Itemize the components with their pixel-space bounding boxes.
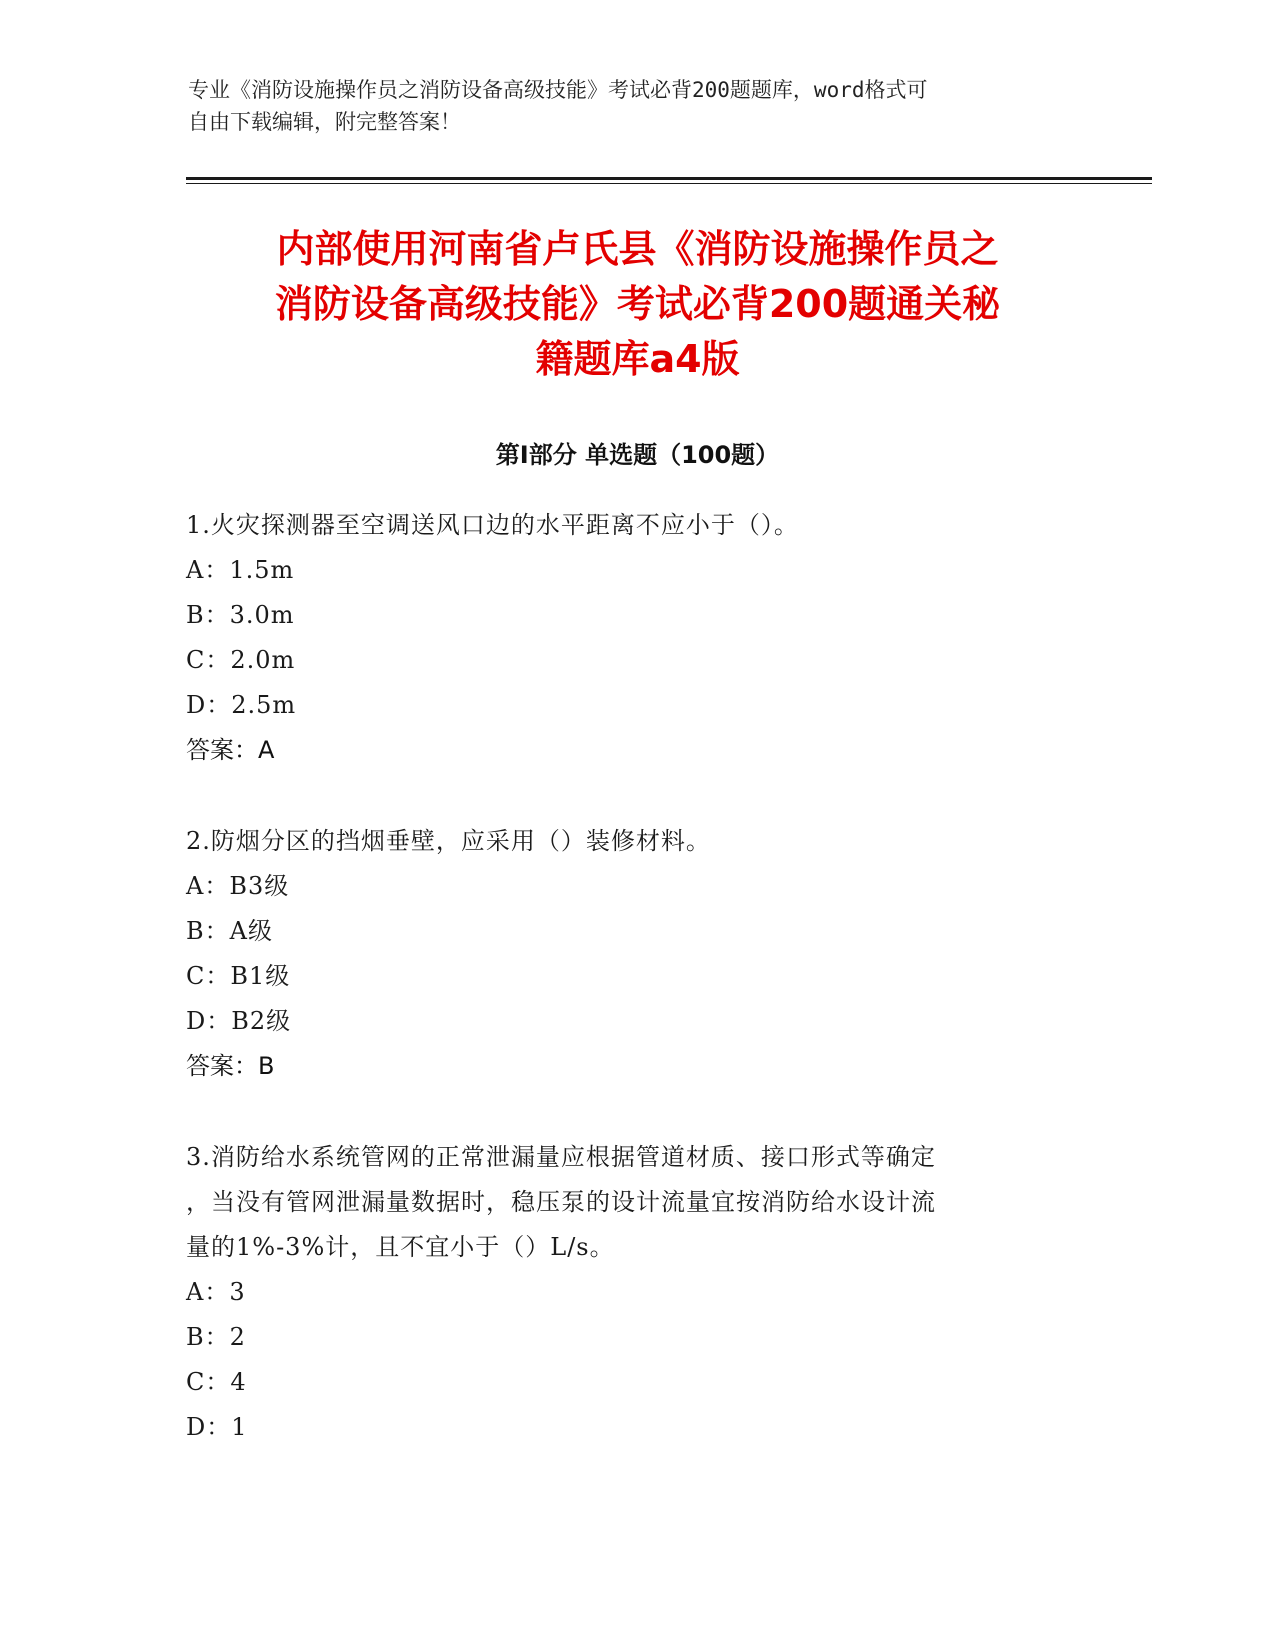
header-note-line-2: 自由下载编辑，附完整答案！: [188, 110, 461, 134]
title-line-2: 消防设备高级技能》考试必背200题通关秘: [274, 282, 1001, 326]
document-title: [170, 222, 1105, 387]
option-a: A：3: [186, 1278, 246, 1306]
header-note: [188, 74, 1088, 138]
option-d: D：B2级: [186, 1007, 292, 1035]
question-3: [186, 1135, 1066, 1450]
answer: 答案：B: [186, 1052, 275, 1080]
question-stem: 2.防烟分区的挡烟垂壁，应采用（）装修材料。: [186, 827, 711, 855]
option-a: A：B3级: [186, 872, 290, 900]
question-stem: 1.火灾探测器至空调送风口边的水平距离不应小于（）。: [186, 511, 799, 539]
option-c: C：B1级: [186, 962, 291, 990]
title-line-3: 籍题库a4版: [535, 337, 740, 381]
header-divider-thick: [186, 177, 1152, 180]
question-1: [186, 503, 1066, 773]
title-line-1: 内部使用河南省卢氏县《消防设施操作员之: [276, 227, 999, 271]
option-b: B：2: [186, 1323, 246, 1351]
header-divider-thin: [186, 183, 1152, 184]
option-d: D：2.5m: [186, 691, 297, 719]
option-c: C：4: [186, 1368, 247, 1396]
question-stem-line-2: ，当没有管网泄漏量数据时，稳压泵的设计流量宜按消防给水设计流: [186, 1188, 936, 1216]
answer: 答案：A: [186, 736, 275, 764]
option-a: A：1.5m: [186, 556, 295, 584]
option-d: D：1: [186, 1413, 248, 1441]
option-c: C：2.0m: [186, 646, 296, 674]
option-b: B：3.0m: [186, 601, 295, 629]
section-heading: 第Ⅰ部分 单选题（100题）: [495, 441, 780, 469]
option-b: B：A级: [186, 917, 273, 945]
question-2: [186, 819, 1066, 1089]
header-note-line-1: 专业《消防设施操作员之消防设备高级技能》考试必背200题题库，word格式可: [188, 78, 928, 102]
question-stem-line-1: 3.消防给水系统管网的正常泄漏量应根据管道材质、接口形式等确定: [186, 1143, 936, 1171]
question-stem-line-3: 量的1%-3%计，且不宜小于（）L/s。: [186, 1233, 615, 1261]
